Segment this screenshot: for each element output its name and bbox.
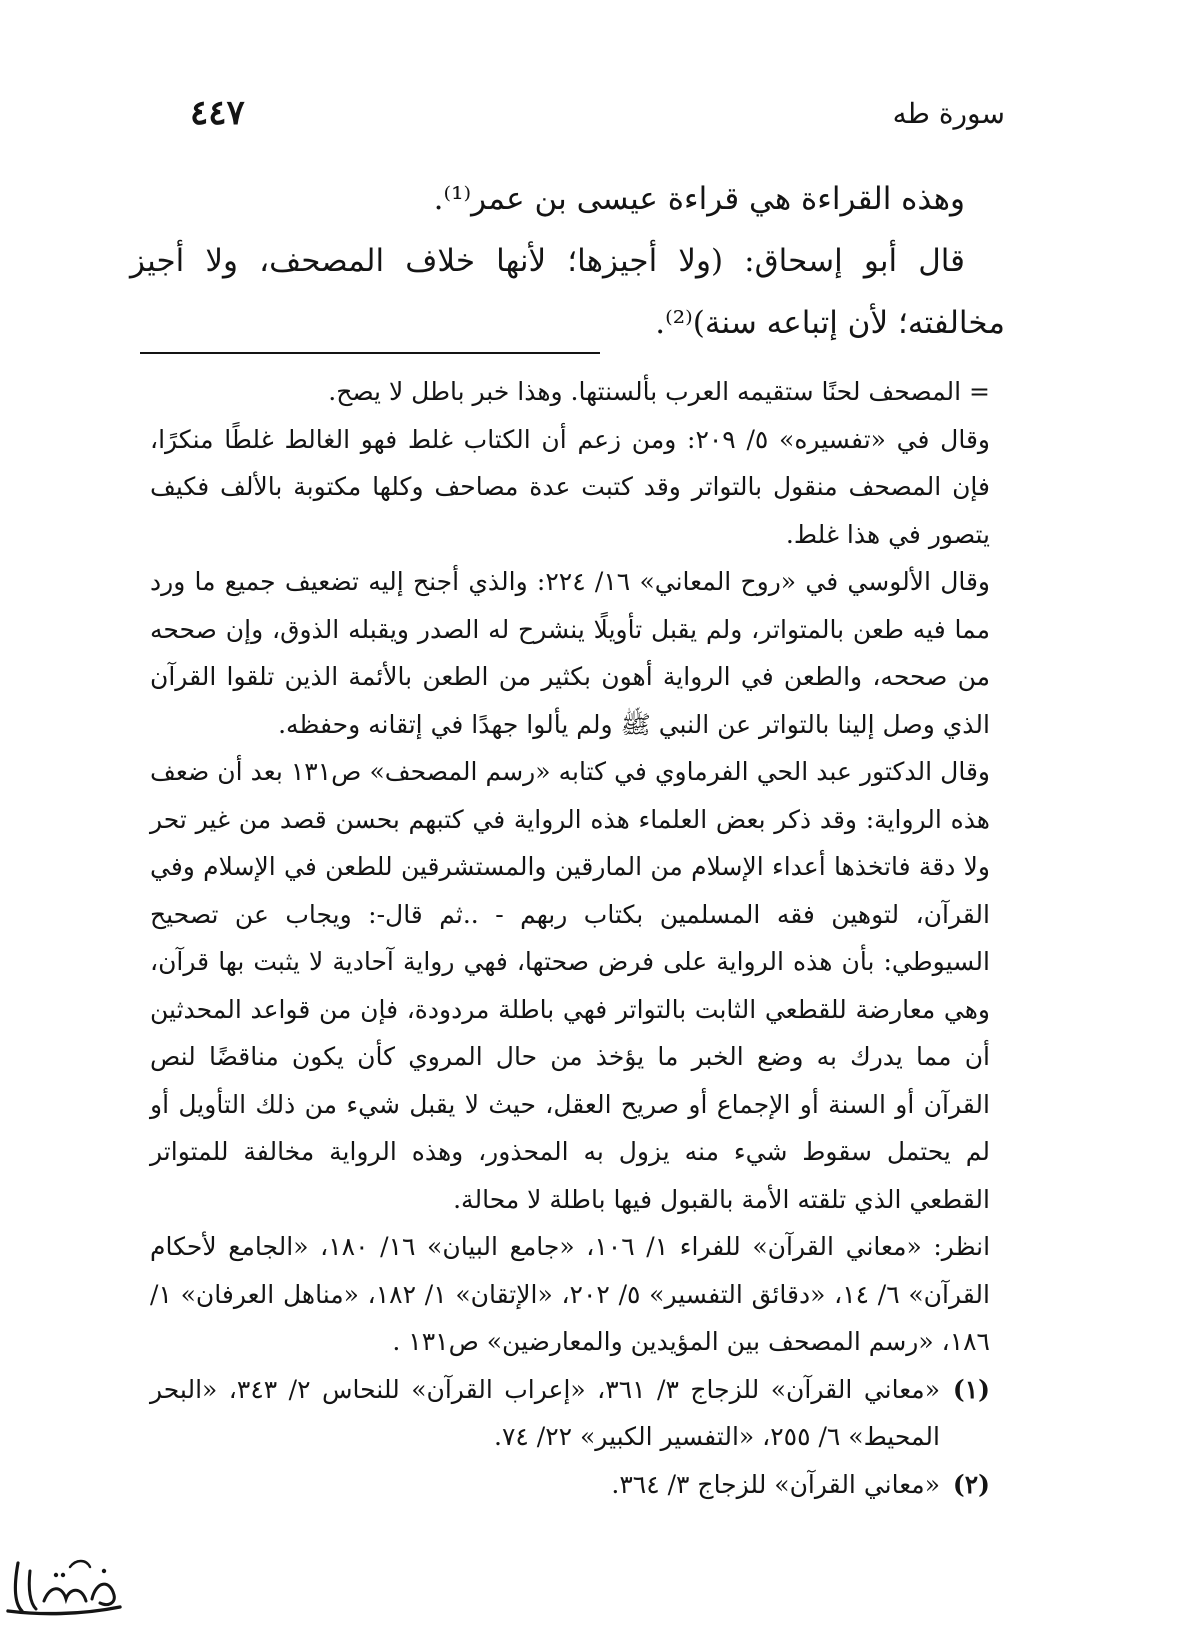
running-header [190,88,1005,138]
footnotes-section [150,368,990,1508]
calligraphy-stamp-icon [0,1545,128,1625]
main-paragraph: وهذه القراءة هي قراءة عيسى بن عمر⁽¹⁾. [433,181,965,217]
footnote-text: «معاني القرآن» للزجاج ٣/ ٣٦٤. [611,1469,940,1499]
footnote-continuation-paragraph: وقال في «تفسيره» ٥/ ٢٠٩: ومن زعم أن الكتاب غلط فهو الغالط غلطًا منكرًا، فإن المصحف منقول بالتواتر وقد كتبت عدة مصاحف وكلها مكتوبة بالألف فكيف يتصور في هذا غلط. [150,424,990,549]
footnote-marker: (٢) [952,1469,990,1499]
footnote-marker: (١) [952,1374,990,1404]
footnote-separator-rule [140,352,600,354]
main-paragraph: قال أبو إسحاق: (ولا أجيزها؛ لأنها خلاف المصحف، ولا أجيز مخالفته؛ لأن إتباعه سنة)⁽²⁾. [130,243,1005,341]
library-stamp-logo [0,1545,128,1645]
main-text [130,168,1005,354]
surah-title: سورة طه [892,96,1005,130]
footnote-2 [150,1461,990,1509]
footnote-continuation-paragraph: = المصحف لحنًا ستقيمه العرب بألسنتها. وهذا خبر باطل لا يصح. [328,377,990,406]
footnote-continuation-paragraph: وقال الألوسي في «روح المعاني» ١٦/ ٢٢٤: والذي أجنح إليه تضعيف جميع ما ورد مما فيه طعن بالمتواتر، ولم يقبل تأويلًا ينشرح له الصدر ويقبله الذوق، وإن صححه من صححه، والطعن في الرواية أهون بكثير من الطعن بالأئمة الذين تلقوا القرآن الذي وصل إلينا بالتواتر عن النبي ﷺ ولم يألوا جهدًا في إتقانه وحفظه. [150,567,990,739]
footnote-1 [150,1366,990,1461]
footnote-text: «معاني القرآن» للزجاج ٣/ ٣٦١، «إعراب القرآن» للنحاس ٢/ ٣٤٣، «البحر المحيط» ٦/ ٢٥٥، «التفسير الكبير» ٢٢/ ٧٤. [150,1374,940,1451]
footnote-continuation-paragraph: وقال الدكتور عبد الحي الفرماوي في كتابه «رسم المصحف» ص١٣١ بعد أن ضعف هذه الرواية: وقد ذكر بعض العلماء هذه الرواية في كتبهم بحسن قصد من غير تحر ولا دقة فاتخذها أعداء الإسلام من المارقين والمستشرقين للطعن في الإسلام وفي القرآن، لتوهين فقه المسلمين بكتاب ربهم - ..ثم قال-: ويجاب عن تصحيح السيوطي: بأن هذه الرواية على فرض صحتها، فهي رواية آحادية لا يثبت بها قرآن، وهي معارضة للقطعي الثابت بالتواتر فهي باطلة مردودة، فإن من قواعد المحدثين أن مما يدرك به وضع الخبر ما يؤخذ من حال المروي كأن يكون مناقضًا لنص القرآن أو السنة أو الإجماع أو صريح العقل، حيث لا يقبل شيء من ذلك التأويل أو لم يحتمل سقوط شيء منه يزول به المحذور، وهذه الرواية مخالفة للمتواتر القطعي الذي تلقته الأمة بالقبول فيها باطلة لا محالة. [150,757,990,1214]
page-number: ٤٤٧ [190,93,245,133]
footnote-continuation-paragraph: انظر: «معاني القرآن» للفراء ١/ ١٠٦، «جامع البيان» ١٦/ ١٨٠، «الجامع لأحكام القرآن» ٦/ ١٤، «دقائق التفسير» ٥/ ٢٠٢، «الإتقان» ١/ ١٨٢، «مناهل العرفان» ١/ ١٨٦، «رسم المصحف بين المؤيدين والمعارضين» ص١٣١ . [150,1232,991,1356]
